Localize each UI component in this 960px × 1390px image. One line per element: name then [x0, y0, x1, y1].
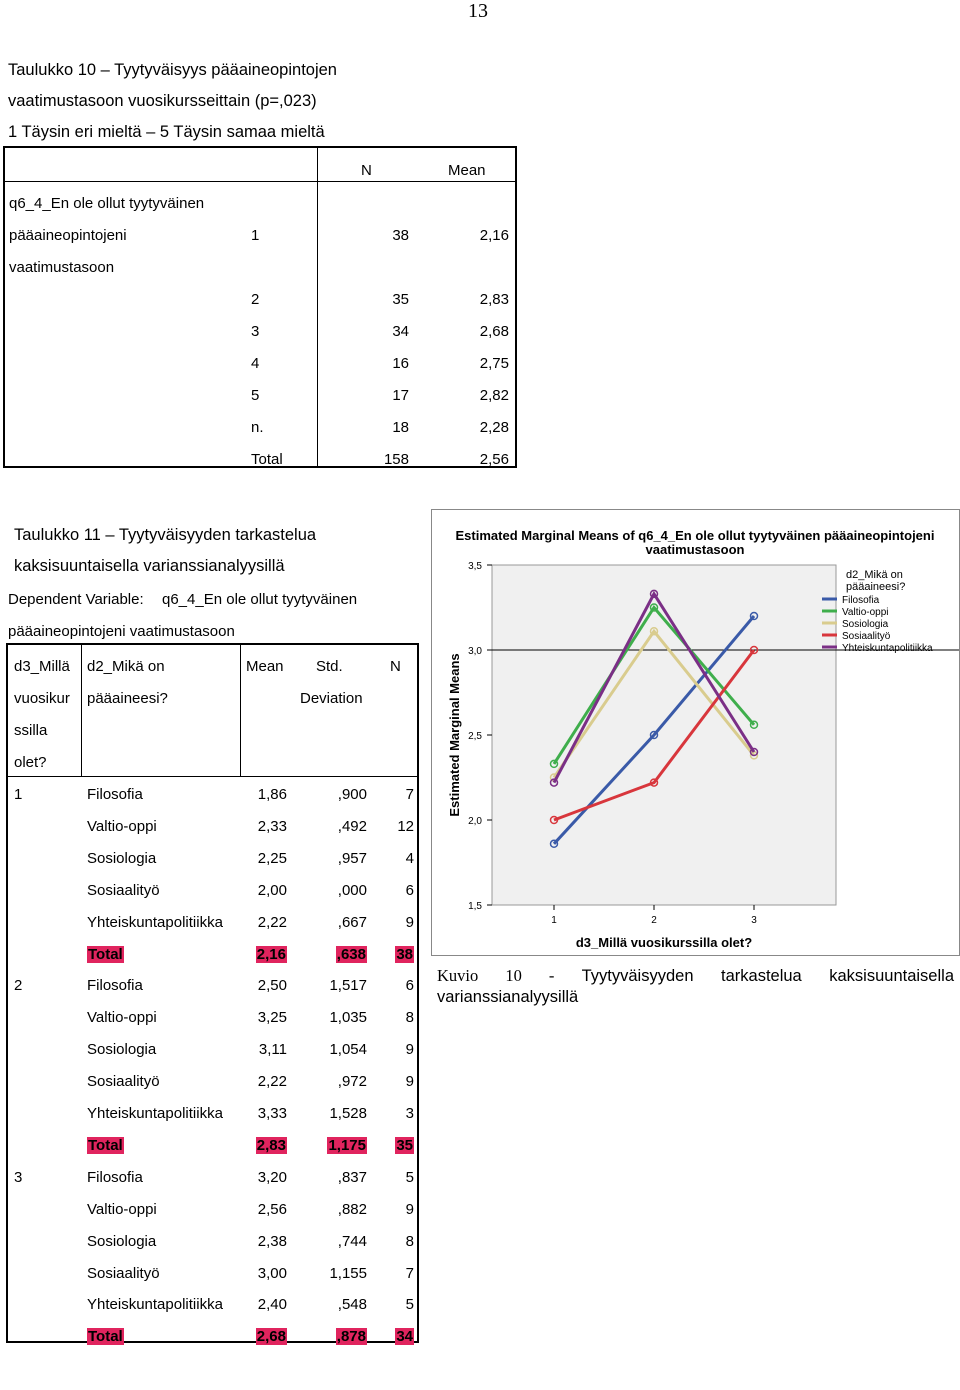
chart-ylabel: Estimated Marginal Means [447, 653, 462, 817]
table11-std-text: ,492 [337, 817, 367, 835]
table11-subject-text: Filosofia [87, 786, 143, 803]
table11-mean [258, 786, 287, 803]
table11-n [406, 1009, 414, 1026]
figure-caption-lead: Kuvio 10 - [437, 966, 555, 985]
table11-mean [258, 882, 287, 899]
table11-n [397, 818, 414, 835]
table10-row-mean: 2,75 [479, 355, 509, 372]
chart-ytick-label: 1,5 [468, 901, 482, 912]
chart-legend-label: Filosofia [842, 595, 880, 606]
table11-mean-text: 3,00 [257, 1264, 287, 1282]
table11-n-text: 5 [405, 1168, 414, 1186]
table11-std-text: ,000 [337, 881, 367, 899]
table10-col-rule [317, 148, 318, 466]
table10-row-n: 18 [392, 419, 409, 436]
table11-n-text: 12 [397, 817, 414, 835]
table11-std-text: ,638 [336, 945, 366, 963]
table10-row-n: 34 [392, 323, 409, 340]
figure-chart [431, 509, 960, 956]
table11-mean [258, 914, 287, 931]
table11-mean [258, 1073, 287, 1090]
table11-subject [87, 977, 143, 994]
table11-n [406, 786, 414, 803]
table11-head-year-1: d3_Millä [14, 658, 70, 675]
table11-std [329, 1009, 367, 1026]
table11-n-text: 9 [405, 1073, 414, 1091]
table11-caption-line-1: Taulukko 11 – Tyytyväisyyden tarkastelua [14, 526, 317, 544]
table11-year: 2 [14, 977, 23, 995]
table11-subject-text: Sosiaalityö [87, 1264, 160, 1282]
table11-mean-total [256, 1137, 287, 1154]
table11-head-year-4: olet? [14, 754, 47, 771]
table11-std-text: ,548 [337, 1296, 367, 1314]
chart-xtick-label: 2 [651, 915, 657, 926]
table11-mean [258, 1009, 287, 1026]
table11-mean-text: 3,11 [258, 1041, 287, 1059]
table11-subject-text: Total [88, 1328, 123, 1346]
table11-year: 1 [14, 786, 23, 803]
table11-head-std-2: Deviation [300, 690, 363, 707]
table11-mean-text: 2,56 [257, 1200, 287, 1218]
table11-mean-text: 2,50 [257, 977, 287, 995]
table11-n [406, 1296, 414, 1313]
table10-row-key: 1 [251, 227, 260, 244]
table10-row-key: 3 [251, 323, 260, 340]
table11-subject [87, 1169, 143, 1186]
table11-std-text: ,837 [337, 1168, 367, 1186]
table11-year: 3 [14, 1168, 23, 1186]
table11-mean [258, 1265, 287, 1282]
table10-row-key: Total [251, 451, 283, 468]
table11-head-mean: Mean [246, 658, 284, 675]
table11-n [406, 1041, 414, 1058]
table11-std [338, 1296, 367, 1313]
table10-head-n: N [361, 162, 372, 179]
table11-subject-text: Sosiologia [87, 849, 157, 867]
table11-n-total [395, 1137, 414, 1154]
table11-std-text: 1,035 [329, 1009, 367, 1027]
table11-subject-text: Yhteiskuntapolitiikka [87, 1296, 223, 1314]
table11-std [338, 850, 367, 867]
table10-header-rule [5, 181, 515, 182]
table11-std [338, 1169, 367, 1186]
table11-std-text: ,667 [337, 913, 367, 931]
chart-plot-area [492, 565, 836, 905]
table11-subject-text: Total [88, 945, 123, 963]
table10-row-mean: 2,82 [479, 387, 509, 404]
figure-caption-text: Tyytyväisyyden tarkastelua kaksisuuntaisella varianssianalyysillä [437, 967, 954, 1006]
table11-n [406, 1233, 414, 1250]
table11-n [406, 1073, 414, 1090]
table11-mean [258, 850, 287, 867]
table11-std-text: ,882 [337, 1200, 367, 1218]
table11-subject [87, 818, 157, 835]
table11-n-text: 5 [405, 1296, 414, 1314]
table11-std [329, 1265, 367, 1282]
table11-std [338, 1073, 367, 1090]
table10-row-n: 17 [392, 387, 409, 404]
table11-mean-text: 2,33 [257, 817, 287, 835]
table11-std [338, 1233, 367, 1250]
chart-legend-title-1: d2_Mikä on [846, 569, 903, 581]
table11-dependent-value-line-2: pääaineopintojeni vaatimustasoon [8, 623, 235, 640]
chart-svg [432, 510, 959, 955]
table10-row-mean: 2,16 [479, 227, 509, 244]
table10-row-n: 158 [383, 451, 409, 468]
table10-caption-line-3: 1 Täysin eri mieltä – 5 Täysin samaa mieltä [8, 123, 325, 141]
table11-subject-text: Total [88, 1136, 123, 1154]
chart-xtick-label: 3 [751, 915, 757, 926]
table11-subject-text: Valtio-oppi [87, 1009, 157, 1027]
chart-legend-label: Yhteiskuntapolitiikka [842, 643, 933, 654]
table10-rowlabel-3: vaatimustasoon [9, 259, 115, 276]
table11-subject-text: Sosiologia [87, 1232, 157, 1250]
table10-row-n: 38 [392, 227, 409, 244]
table11-mean [259, 1041, 287, 1058]
table11-subject [87, 1073, 160, 1090]
table10-row-mean: 2,56 [479, 451, 509, 468]
table10-caption-line-2: vaatimustasoon vuosikursseittain (p=,023) [8, 92, 317, 110]
table11-mean-text: 2,38 [257, 1232, 287, 1250]
table11-subject-text: Filosofia [87, 1168, 143, 1186]
table11-subject-text: Valtio-oppi [87, 817, 157, 835]
table11-n-text: 3 [405, 1105, 414, 1122]
table11-subject-total [87, 1328, 124, 1345]
table11-head-year-3: ssilla [14, 722, 48, 739]
table11-mean-total [256, 946, 287, 963]
table11-std-total [336, 946, 367, 963]
table11-mean-text: 2,68 [256, 1328, 286, 1346]
table10-row-mean: 2,28 [479, 419, 509, 436]
table11-subject-text: Valtio-oppi [87, 1200, 157, 1218]
table11-n-total [395, 946, 414, 963]
table11-mean [258, 1169, 287, 1186]
table10-row-n: 16 [392, 355, 409, 372]
figure-caption [437, 965, 954, 1008]
table11-subject-text: Sosiologia [87, 1041, 157, 1059]
table10-row-mean: 2,83 [479, 291, 509, 308]
table11-n-text: 35 [396, 1136, 413, 1154]
table11-mean-text: 2,16 [256, 945, 286, 963]
table11-n [406, 977, 414, 994]
table11-subject [87, 1105, 223, 1122]
table11-caption-line-2: kaksisuuntaisella varianssianalyysillä [14, 557, 285, 575]
table11-mean-text: 2,22 [257, 1073, 287, 1091]
table10-rowlabel-1: q6_4_En ole ollut tyytyväinen [9, 195, 205, 212]
table11-std-text: 1,517 [329, 977, 367, 995]
chart-legend-label: Sosiologia [842, 619, 889, 630]
table11-n-text: 9 [405, 913, 414, 931]
table11-n [406, 1265, 414, 1282]
table10-row-key: 2 [251, 291, 260, 308]
table11-std [329, 1041, 367, 1058]
chart-legend-label: Valtio-oppi [842, 607, 889, 618]
table11-subject [87, 914, 223, 931]
table11-subject [87, 882, 160, 899]
table11-subject-text: Yhteiskuntapolitiikka [87, 1105, 223, 1122]
table11-mean [258, 818, 287, 835]
table11-std-text: ,957 [337, 849, 367, 867]
table11-subject-total [87, 1137, 124, 1154]
table11-std [338, 882, 367, 899]
table11-subject [87, 1233, 156, 1250]
table11-mean [258, 1296, 287, 1313]
table11-n-text: 6 [405, 977, 414, 995]
table10-row-key: n. [251, 419, 264, 436]
table11-mean-text: 1,86 [257, 786, 287, 803]
table11-std-total [327, 1137, 367, 1154]
chart-ytick-label: 3,0 [468, 646, 482, 657]
table11-subject-total [87, 946, 124, 963]
table11-n-text: 9 [405, 1041, 414, 1059]
table11-std-text: 1,155 [329, 1264, 367, 1282]
table11-n [406, 1105, 414, 1122]
table11 [6, 643, 419, 1346]
table11-mean-text: 3,25 [257, 1009, 287, 1027]
table11-head-n: N [390, 658, 401, 675]
table11-n [406, 1201, 414, 1218]
table11-n-total [395, 1328, 414, 1345]
table11-std-text: ,744 [337, 1232, 367, 1250]
table11-col-rule-2 [240, 645, 241, 776]
table11-n-text: 34 [396, 1328, 413, 1346]
table11-subject [87, 1296, 223, 1313]
table11-std [338, 914, 367, 931]
table11-subject-text: Filosofia [87, 977, 143, 995]
table11-dependent-value: q6_4_En ole ollut tyytyväinen [162, 591, 358, 608]
table11-std [338, 786, 367, 803]
table11-subject [87, 1009, 157, 1026]
table11-head-std-1: Std. [316, 658, 343, 675]
table11-head-subject-1: d2_Mikä on [87, 658, 165, 675]
table11-mean-text: 2,83 [256, 1136, 286, 1154]
table11-header-rule [8, 776, 417, 777]
table11-head-year-2: vuosikur [14, 690, 70, 707]
table11-subject [87, 1265, 160, 1282]
chart-ytick-label: 3,5 [468, 561, 482, 572]
table11-mean-text: 3,33 [257, 1105, 287, 1122]
table11-subject [87, 1041, 156, 1058]
table11-std-text: ,900 [337, 786, 367, 803]
table11-subject [87, 1201, 157, 1218]
page-number: 13 [468, 0, 488, 22]
table10-row-key: 5 [251, 387, 260, 404]
table11-std-text: 1,054 [329, 1041, 367, 1059]
table11-subject [87, 850, 156, 867]
table11-n-text: 9 [405, 1200, 414, 1218]
chart-title-line-1: Estimated Marginal Means of q6_4_En ole ollut tyytyväinen pääaineopintojeni [455, 528, 935, 543]
table11-n [406, 914, 414, 931]
table11-subject-text: Yhteiskuntapolitiikka [87, 913, 223, 931]
table11-col-rule-1 [81, 645, 82, 776]
table11-mean-text: 2,40 [257, 1296, 287, 1314]
table10-head-mean: Mean [448, 162, 486, 179]
table11-subject-text: Sosiaalityö [87, 881, 160, 899]
table10-row-key: 4 [251, 355, 260, 372]
chart-ytick-label: 2,0 [468, 816, 482, 827]
chart-title-line-2: vaatimustasoon [645, 542, 745, 557]
table11-std-total [336, 1328, 367, 1345]
table11-dependent-label: Dependent Variable: [8, 591, 144, 608]
table11-std [338, 818, 367, 835]
table11-n-text: 8 [405, 1232, 414, 1250]
table11-subject-text: Sosiaalityö [87, 1073, 160, 1091]
table11-std [329, 977, 367, 994]
chart-legend-label: Sosiaalityö [842, 631, 891, 642]
table10-row-n: 35 [392, 291, 409, 308]
chart-ytick-label: 2,5 [468, 731, 482, 742]
chart-xtick-label: 1 [551, 915, 557, 926]
table11-mean-text: 2,00 [257, 881, 287, 899]
table11-std-text: 1,175 [328, 1136, 366, 1154]
table11-head-subject-2: pääaineesi? [87, 690, 168, 707]
chart-legend-title-2: pääaineesi? [846, 581, 906, 593]
table10-caption-line-1: Taulukko 10 – Tyytyväisyys pääaineopintojen [8, 61, 337, 79]
table11-mean-total [256, 1328, 287, 1345]
table11-mean [258, 977, 287, 994]
table11-n [406, 1169, 414, 1186]
table11-n-text: 38 [396, 945, 413, 963]
table11-mean-text: 2,22 [257, 913, 287, 931]
table11-std-text: 1,528 [329, 1105, 367, 1122]
table11-std [338, 1201, 367, 1218]
table11-mean [258, 1105, 287, 1122]
chart-xlabel: d3_Millä vuosikurssilla olet? [575, 935, 753, 950]
table11-n-text: 8 [405, 1009, 414, 1027]
table11-n [406, 850, 414, 867]
table10-row-mean: 2,68 [479, 323, 509, 340]
table11-std [329, 1105, 367, 1122]
table11-n-text: 7 [405, 786, 414, 803]
table11-mean [258, 1201, 287, 1218]
table11-mean-text: 2,25 [257, 849, 287, 867]
table10-rowlabel-2: pääaineopintojeni [9, 227, 127, 244]
table11-std-text: ,972 [337, 1073, 367, 1091]
table11-subject [87, 786, 143, 803]
table11-n-text: 6 [405, 881, 414, 899]
table11-n [406, 882, 414, 899]
table10 [3, 146, 517, 468]
table11-std-text: ,878 [336, 1328, 366, 1346]
table11-n-text: 7 [405, 1264, 414, 1282]
table11-mean-text: 3,20 [257, 1168, 287, 1186]
table11-n-text: 4 [405, 849, 414, 867]
table11-mean [258, 1233, 287, 1250]
